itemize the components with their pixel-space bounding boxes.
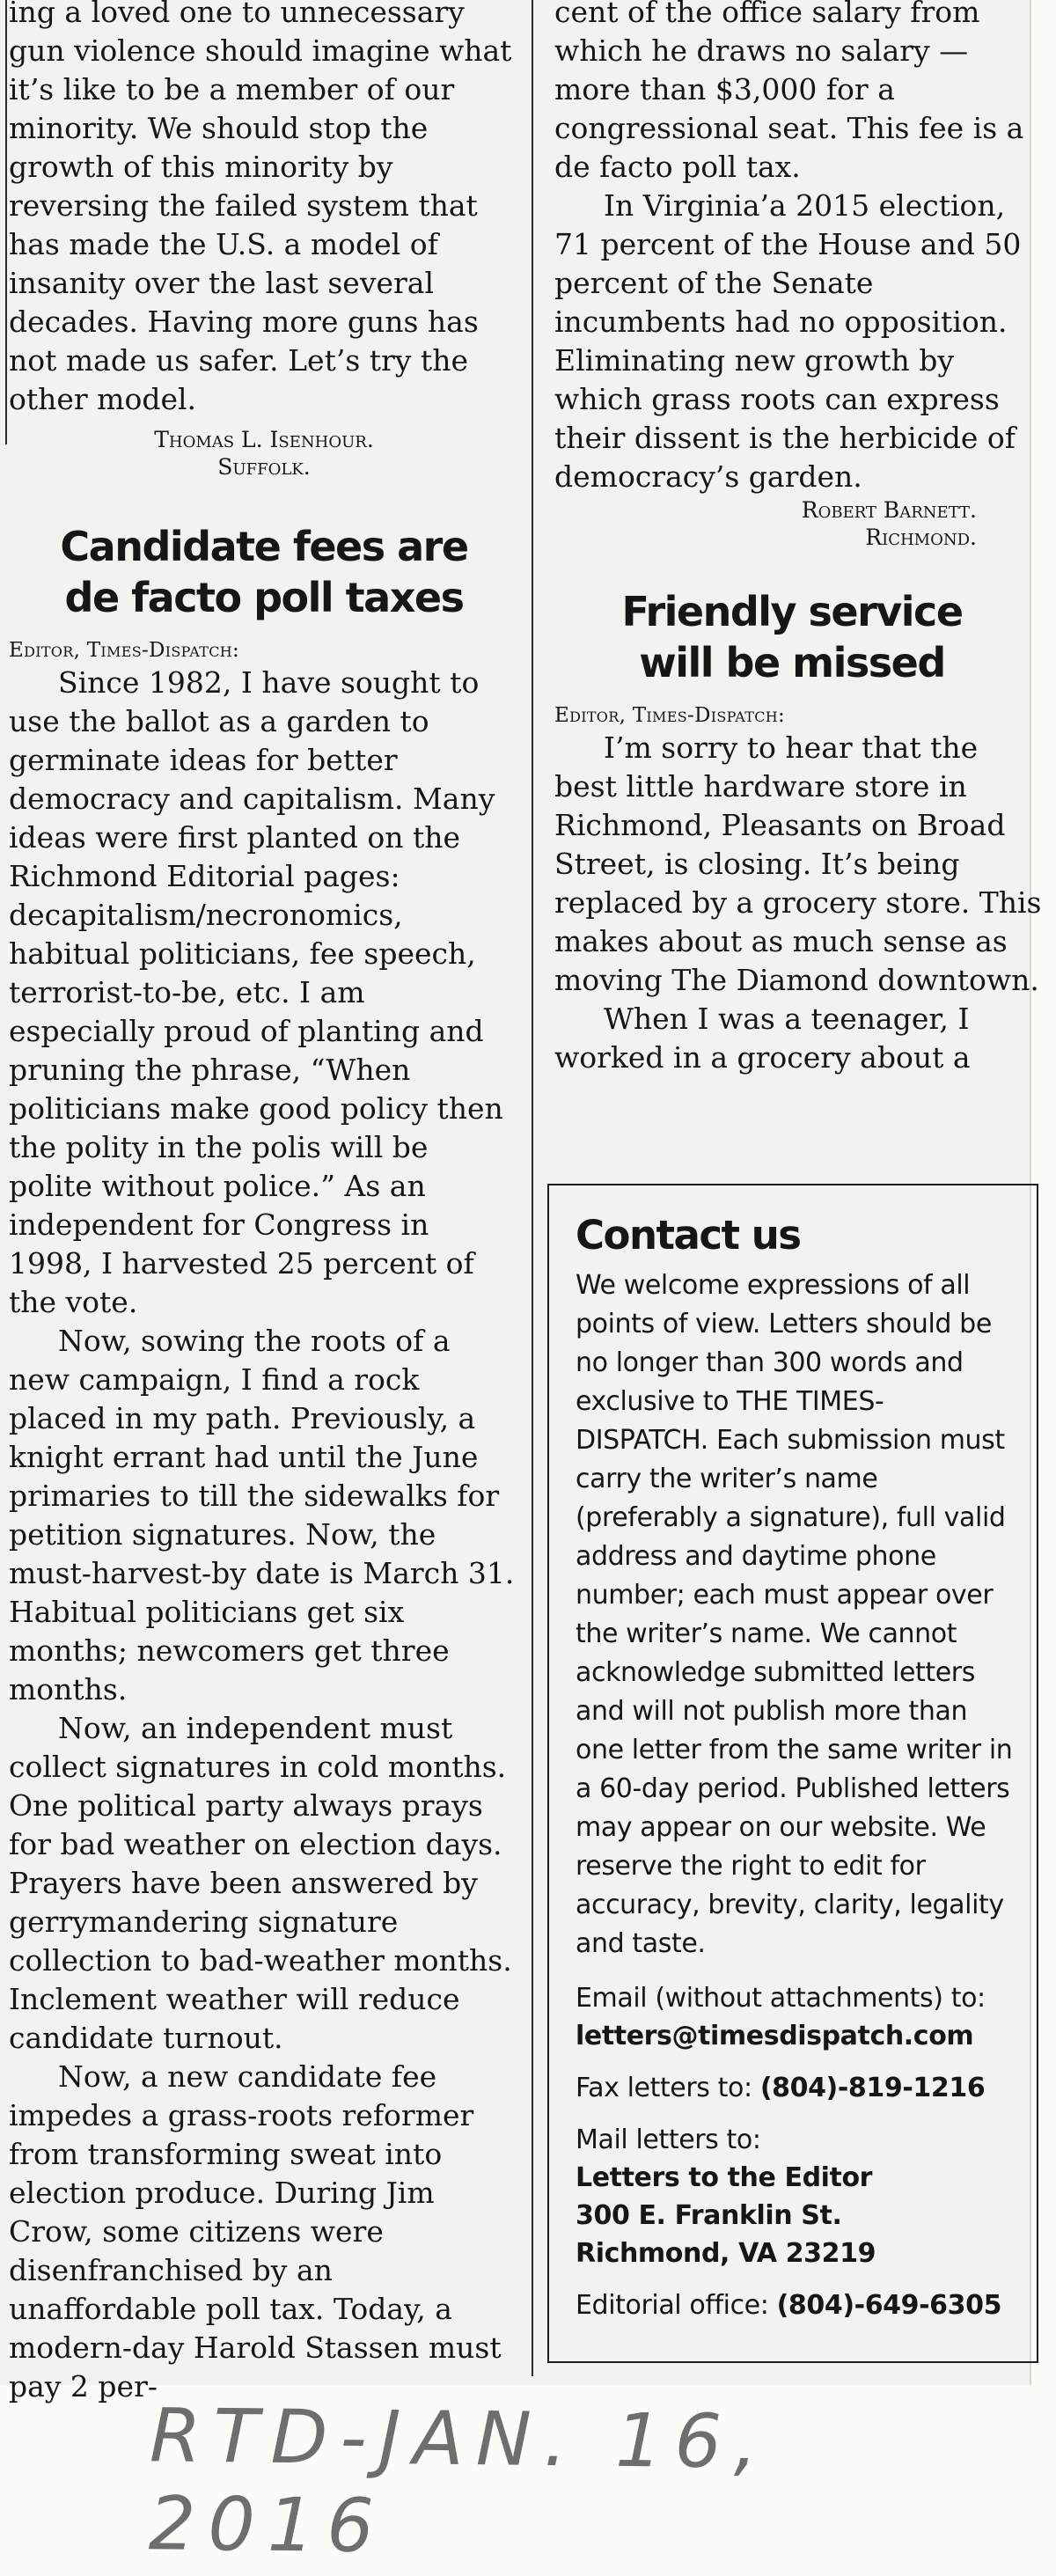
- column-divider: [532, 0, 533, 2376]
- email-label: Email (without attachments) to:: [576, 1983, 986, 2014]
- paragraph: I’m sorry to hear that the best little hardware store in Richmond, Pleasants on Broad Street, is closing. It’s being replaced by a grocery store. This makes about as much sense as moving The Diamond downtown.: [554, 730, 1042, 997]
- handwritten-date-note: RTD-JAN. 16, 2016: [148, 2392, 771, 2570]
- mail-address-line: Richmond, VA 23219: [576, 2238, 876, 2269]
- office-label: Editorial office:: [576, 2290, 769, 2321]
- signature-name: Thomas L. Isenhour.: [154, 427, 374, 452]
- mail-address-line: 300 E. Franklin St.: [576, 2200, 842, 2231]
- left-edge-rule: [5, 0, 7, 444]
- signature-place: Richmond.: [865, 525, 977, 550]
- contact-us-box: [547, 1184, 1038, 2363]
- paragraph: Now, a new candidate fee impedes a grass-roots reformer from transforming sweat into election produce. During Jim Crow, some citizens were disenfranchised by an unaffordable poll tax. Today, a modern-day Harold Stassen must pay 2 per-: [9, 2059, 502, 2404]
- right-column: [554, 0, 1047, 1077]
- paragraph: When I was a teenager, I worked in a grocery about a: [554, 1002, 971, 1075]
- paragraph: Now, sowing the roots of a new campaign, I find a rock placed in my path. Previously, a knight errant had until the June primaries to till the sidewalks for petition signatures. Now, the must-harvest-by date is March 31. Habitual politicians get six months; newcomers get three months.: [9, 1324, 515, 1706]
- email-address: letters@timesdispatch.com: [576, 2021, 974, 2051]
- fax-line: [576, 2069, 1014, 2107]
- letter-text: ing a loved one to unnecessary gun violence should imagine what it’s like to be a member of our minority. We should stop the growth of this minority by reversing the failed system that has made the U.S. a model of insanity over the last several decades. Having more guns has not made us safer. Let’s try the other model.: [9, 0, 512, 416]
- office-number: (804)-649-6305: [776, 2290, 1002, 2321]
- mail-address-line: Letters to the Editor: [576, 2162, 873, 2193]
- paragraph: Now, an independent must collect signatures in cold months. One political party always prays for bad weather on election days. Prayers have been answered by gerrymandering signature collection to bad-weather months. Inclement weather will reduce candidate turnout.: [9, 1711, 512, 2055]
- fax-label: Fax letters to:: [576, 2073, 752, 2103]
- contact-intro: We welcome expressions of all points of view. Letters should be no longer than 300 words and exclusive to THE TIMES-DISPATCH. Each submission must carry the writer’s name (preferably a signature), full valid address and daytime phone number; each must appear over the writer’s name. We cannot acknowledge submitted letters and will not publish more than one letter from the same writer in a 60-day period. Published letters may appear on our website. We reserve the right to edit for accuracy, brevity, clarity, legality and taste.: [576, 1270, 1013, 1959]
- contact-title: Contact us: [576, 1212, 801, 1259]
- letter-candidate-fees: [9, 521, 519, 2406]
- letter-top-right: [554, 0, 1047, 551]
- paragraph: In Virginia’a 2015 election, 71 percent of the House and 50 percent of the Senate incumbents had no opposition. Eliminating new growth by which grass roots can express their dissent is the herbicide of democracy’s garden.: [554, 188, 1022, 494]
- mail-label: Mail letters to:: [576, 2125, 761, 2155]
- paragraph: Since 1982, I have sought to use the ballot as a garden to germinate ideas for better democracy and capitalism. Many ideas were first planted on the Richmond Editorial pages: decapitalism/necronomics, habitual politicians, fee speech, terrorist-to-be, etc. I am especially proud of planting and pruning the phrase, “When politicians make good policy then the polity in the polis will be polite without police.” As an independent for Congress in 1998, I harvested 25 percent of the vote.: [9, 665, 503, 1319]
- letter-top-left: [9, 0, 519, 481]
- paragraph: cent of the office salary from which he draws no salary — more than $3,000 for a congressional seat. This fee is a de facto poll tax.: [554, 0, 1024, 184]
- signature-name: Robert Barnett.: [801, 497, 977, 523]
- headline: Candidate fees are de facto poll taxes: [60, 523, 468, 621]
- dateline: Editor, Times-Dispatch:: [554, 704, 786, 727]
- fax-number: (804)-819-1216: [759, 2073, 986, 2103]
- headline: Friendly service will be missed: [621, 588, 963, 686]
- dateline: Editor, Times-Dispatch:: [9, 639, 240, 662]
- letter-friendly-service: [554, 586, 1047, 1077]
- signature-place: Suffolk.: [217, 454, 311, 480]
- left-column: [9, 0, 519, 2406]
- office-line: [576, 2286, 1014, 2324]
